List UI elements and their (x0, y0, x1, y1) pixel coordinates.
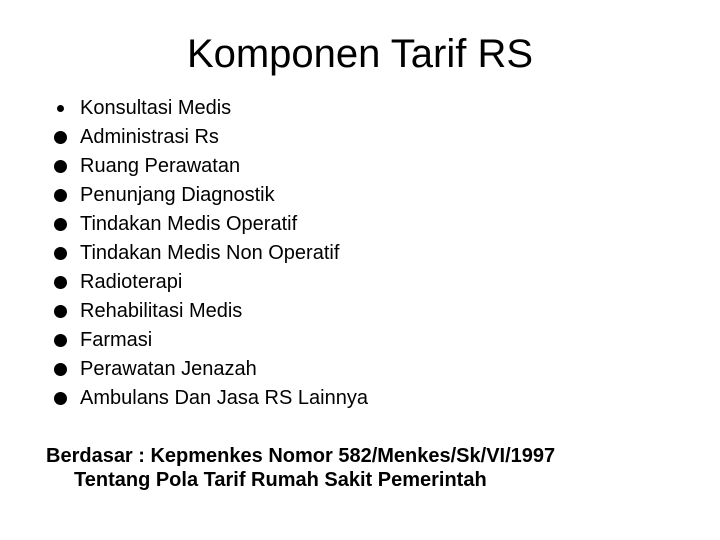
source-reference-line-1: Berdasar : Kepmenkes Nomor 582/Menkes/Sk/VI/1997 (46, 445, 556, 467)
list-item-label: Tindakan Medis Non Operatif (80, 242, 340, 264)
bullet-icon (54, 276, 67, 289)
bullet-icon (54, 363, 67, 376)
bullet-icon (54, 160, 67, 173)
list-item-label: Konsultasi Medis (80, 97, 232, 119)
list-item-label: Administrasi Rs (80, 126, 219, 148)
bullet-icon (54, 305, 67, 318)
list-item-label: Farmasi (80, 329, 153, 351)
list-item-label: Penunjang Diagnostik (80, 184, 275, 206)
bullet-icon (54, 131, 67, 144)
bullet-icon (54, 218, 67, 231)
bullet-icon (54, 189, 67, 202)
list-item-label: Radioterapi (80, 271, 183, 293)
list-item-label: Rehabilitasi Medis (80, 300, 243, 322)
list-item-label: Ambulans Dan Jasa RS Lainnya (80, 387, 368, 409)
list-item-label: Tindakan Medis Operatif (80, 213, 298, 235)
slide-title: Komponen Tarif RS (186, 32, 534, 76)
bullet-icon (54, 334, 67, 347)
source-reference (46, 444, 555, 492)
bullet-icon (57, 105, 64, 112)
bullet-icon (54, 247, 67, 260)
source-reference-line-2: Tentang Pola Tarif Rumah Sakit Pemerintah (74, 469, 487, 491)
bullet-icon (54, 392, 67, 405)
list-item-label: Ruang Perawatan (80, 155, 241, 177)
list-item-label: Perawatan Jenazah (80, 358, 257, 380)
